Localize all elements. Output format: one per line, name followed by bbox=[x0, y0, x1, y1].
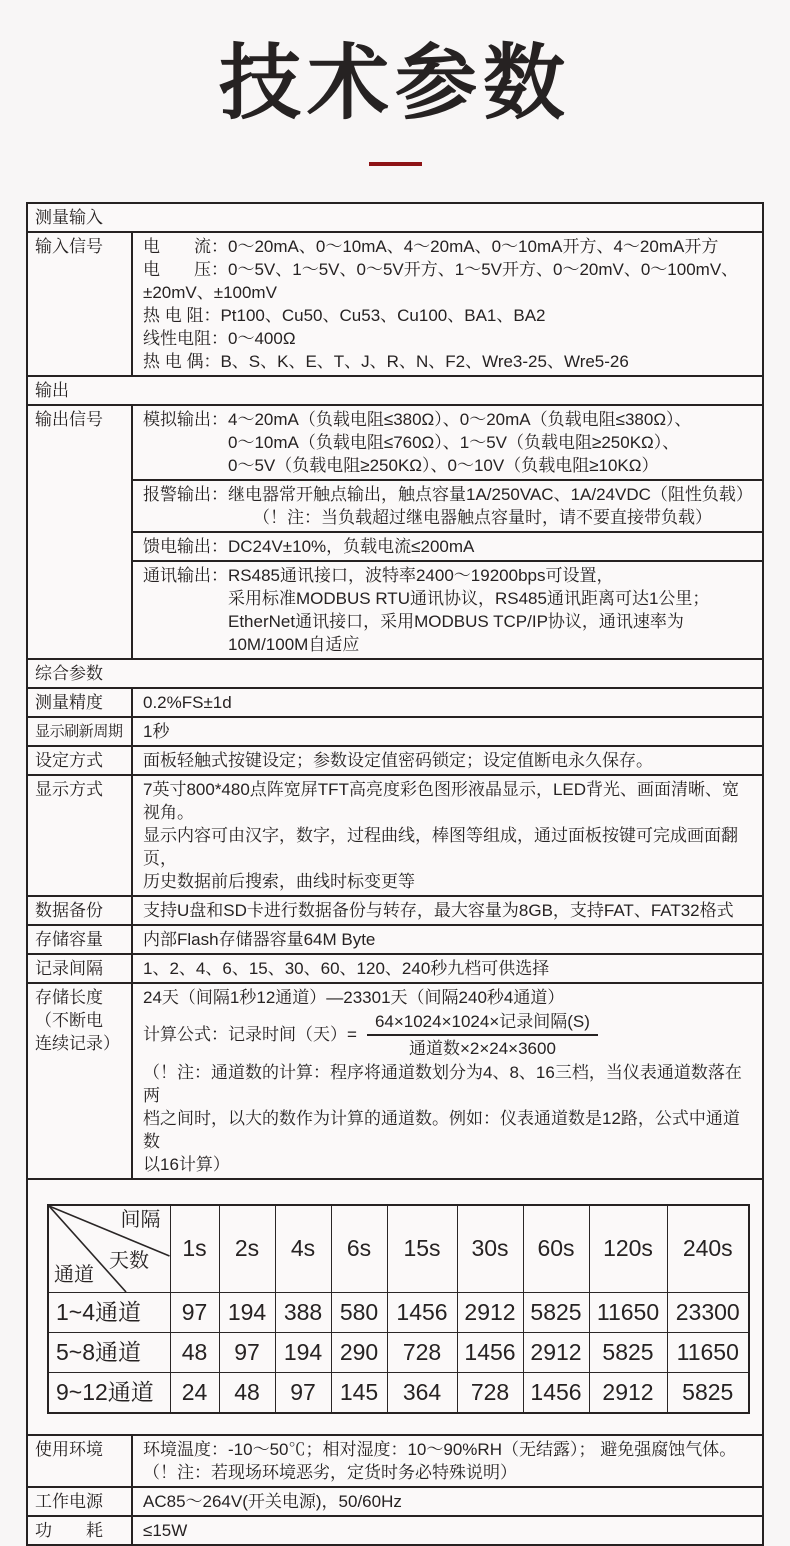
days-value: 11650 bbox=[667, 1332, 749, 1372]
spec-line: （！注：当负载超过继电器触点容量时，请不要直接带负载） bbox=[253, 507, 712, 527]
days-value: 23300 bbox=[667, 1292, 749, 1332]
corner-label-interval: 间隔 bbox=[120, 1208, 161, 1231]
spec-line: 0～5V（负载电阻≥250KΩ）、0～10V（负载电阻≥10KΩ） bbox=[228, 455, 659, 475]
spec-line: 采用标准MODBUS RTU通讯协议，RS485通讯距离可达1公里； bbox=[228, 588, 710, 608]
table-row bbox=[48, 1372, 749, 1413]
row-label: 输入信号 bbox=[28, 233, 133, 375]
row-label: 使用环境 bbox=[28, 1436, 133, 1486]
days-value: 364 bbox=[387, 1372, 457, 1413]
spec-line: 以16计算） bbox=[143, 1154, 230, 1174]
spec-line: 热 电 偶：B、S、K、E、T、J、R、N、F2、Wre3-25、Wre5-26 bbox=[143, 351, 629, 371]
spec-line: 档之间时，以大的数作为计算的通道数。例如：仪表通道数是12路，公式中通道数 bbox=[143, 1108, 740, 1151]
spec-line: EtherNet通讯接口，采用MODBUS TCP/IP协议，通讯速率为10M/100M自适应 bbox=[228, 611, 684, 654]
row-value: 面板轻触式按键设定；参数设定值密码锁定；设定值断电永久保存。 bbox=[143, 750, 653, 770]
interval-table-wrap bbox=[28, 1180, 762, 1434]
spec-table bbox=[26, 202, 764, 1546]
days-value: 97 bbox=[170, 1292, 219, 1332]
row-label: 显示刷新周期 bbox=[28, 718, 133, 745]
interval-header: 6s bbox=[331, 1205, 387, 1293]
row-value: 0.2%FS±1d bbox=[143, 692, 232, 712]
row-label: 设定方式 bbox=[28, 747, 133, 774]
days-value: 48 bbox=[219, 1372, 275, 1413]
row-value bbox=[133, 1436, 762, 1486]
table-row bbox=[48, 1292, 749, 1332]
row-data-backup bbox=[28, 897, 762, 926]
interval-header: 30s bbox=[457, 1205, 523, 1293]
spec-line: 报警输出：继电器常开触点输出，触点容量1A/250VAC、1A/24VDC（阻性负载） bbox=[143, 484, 753, 504]
analog-output-block bbox=[133, 406, 762, 479]
row-value: 1秒 bbox=[143, 721, 170, 741]
spec-line: 热 电 阻：Pt100、Cu50、Cu53、Cu100、BA1、BA2 bbox=[143, 305, 546, 325]
corner-label-days: 天数 bbox=[109, 1249, 149, 1272]
row-input-signal bbox=[28, 233, 762, 377]
page-title: 技术参数 bbox=[218, 38, 571, 129]
interval-header: 240s bbox=[667, 1205, 749, 1293]
days-value: 1456 bbox=[457, 1332, 523, 1372]
interval-header: 2s bbox=[219, 1205, 275, 1293]
days-value: 11650 bbox=[589, 1292, 667, 1332]
interval-header: 1s bbox=[170, 1205, 219, 1293]
days-value: 24 bbox=[170, 1372, 219, 1413]
section-row-general bbox=[28, 660, 762, 689]
row-value: 1、2、4、6、15、30、60、120、240秒九档可供选择 bbox=[143, 958, 550, 978]
row-power-supply bbox=[28, 1488, 762, 1517]
days-value: 97 bbox=[275, 1372, 331, 1413]
spec-line: 通讯输出：RS485通讯接口，波特率2400～19200bps可设置， bbox=[143, 565, 614, 585]
section-title: 综合参数 bbox=[35, 663, 103, 683]
interval-days-table bbox=[47, 1204, 750, 1414]
spec-line: 环境温度：-10～50℃；相对湿度：10～90%RH（无结露）； 避免强腐蚀气体。 bbox=[143, 1439, 737, 1459]
row-power-consumption bbox=[28, 1517, 762, 1544]
spec-line: 线性电阻：0～400Ω bbox=[143, 328, 296, 348]
channel-range-label: 5~8通道 bbox=[48, 1332, 170, 1372]
formula-denominator: 通道数×2×24×3600 bbox=[408, 1038, 556, 1058]
row-value bbox=[133, 984, 762, 1178]
days-value: 2912 bbox=[589, 1372, 667, 1413]
row-refresh-period bbox=[28, 718, 762, 747]
row-display-method bbox=[28, 776, 762, 897]
title-underline-decoration bbox=[369, 162, 422, 166]
days-value: 580 bbox=[331, 1292, 387, 1332]
feed-output-block bbox=[133, 531, 762, 560]
spec-line: 历史数据前后搜索，曲线时标变更等 bbox=[143, 871, 415, 891]
spec-line: 7英寸800*480点阵宽屏TFT高亮度彩色图形液晶显示，LED背光、画面清晰、宽视角。 bbox=[143, 779, 740, 822]
interval-table-body bbox=[48, 1292, 749, 1413]
spec-line: 电 流：0～20mA、0～10mA、4～20mA、0～10mA开方、4～20mA开方 bbox=[143, 236, 719, 256]
interval-header: 60s bbox=[523, 1205, 589, 1293]
row-label: 存储容量 bbox=[28, 926, 133, 953]
label-line: （不断电 bbox=[35, 1010, 103, 1030]
row-value: AC85～264V(开关电源)，50/60Hz bbox=[143, 1491, 402, 1511]
channel-range-label: 9~12通道 bbox=[48, 1372, 170, 1413]
row-environment bbox=[28, 1436, 762, 1488]
row-label bbox=[28, 984, 133, 1178]
row-output-signal bbox=[28, 406, 762, 660]
table-row bbox=[48, 1332, 749, 1372]
row-storage-length bbox=[28, 984, 762, 1180]
days-value: 728 bbox=[387, 1332, 457, 1372]
row-value: 支持U盘和SD卡进行数据备份与转存，最大容量为8GB，支持FAT、FAT32格式 bbox=[143, 900, 734, 920]
row-value bbox=[133, 406, 762, 658]
row-label: 测量精度 bbox=[28, 689, 133, 716]
days-value: 5825 bbox=[667, 1372, 749, 1413]
spec-line: 24天（间隔1秒12通道）—23301天（间隔240秒4通道） bbox=[143, 987, 565, 1007]
interval-header: 120s bbox=[589, 1205, 667, 1293]
row-setting-method bbox=[28, 747, 762, 776]
row-label: 输出信号 bbox=[28, 406, 133, 658]
days-value: 194 bbox=[219, 1292, 275, 1332]
interval-header: 4s bbox=[275, 1205, 331, 1293]
row-label: 显示方式 bbox=[28, 776, 133, 895]
corner-label-channel: 通道 bbox=[54, 1263, 94, 1286]
row-accuracy bbox=[28, 689, 762, 718]
interval-header-row bbox=[48, 1205, 749, 1293]
row-value bbox=[133, 776, 762, 895]
row-interval-matrix bbox=[28, 1180, 762, 1436]
section-row-measure-input bbox=[28, 204, 762, 233]
days-value: 388 bbox=[275, 1292, 331, 1332]
row-record-interval bbox=[28, 955, 762, 984]
days-value: 5825 bbox=[523, 1292, 589, 1332]
days-value: 97 bbox=[219, 1332, 275, 1372]
section-row-output bbox=[28, 377, 762, 406]
section-title: 测量输入 bbox=[35, 207, 103, 227]
row-value: 内部Flash存储器容量64M Byte bbox=[143, 929, 376, 949]
days-value: 1456 bbox=[523, 1372, 589, 1413]
formula bbox=[143, 1010, 756, 1060]
spec-line: 馈电输出：DC24V±10%，负载电流≤200mA bbox=[143, 536, 475, 556]
days-value: 1456 bbox=[387, 1292, 457, 1332]
spec-line: 0～10mA（负载电阻≤760Ω）、1～5V（负载电阻≥250KΩ）、 bbox=[228, 432, 680, 452]
days-value: 48 bbox=[170, 1332, 219, 1372]
days-value: 145 bbox=[331, 1372, 387, 1413]
alarm-output-block bbox=[133, 479, 762, 531]
spec-line: （！注：通道数的计算：程序将通道数划分为4、8、16三档，当仪表通道数落在两 bbox=[143, 1062, 742, 1105]
row-label: 记录间隔 bbox=[28, 955, 133, 982]
formula-fraction bbox=[367, 1010, 598, 1060]
days-value: 5825 bbox=[589, 1332, 667, 1372]
days-value: 728 bbox=[457, 1372, 523, 1413]
comm-output-block bbox=[133, 560, 762, 658]
row-label: 功 耗 bbox=[28, 1517, 133, 1544]
row-storage-capacity bbox=[28, 926, 762, 955]
formula-numerator: 64×1024×1024×记录间隔(S) bbox=[367, 1010, 598, 1036]
spec-line: 电 压：0～5V、1～5V、0～5V开方、1～5V开方、0～20mV、0～100mV、 bbox=[143, 259, 739, 279]
days-value: 194 bbox=[275, 1332, 331, 1372]
days-value: 2912 bbox=[457, 1292, 523, 1332]
label-line: 连续记录） bbox=[35, 1033, 120, 1053]
spec-line: 显示内容可由汉字，数字，过程曲线，棒图等组成，通过面板按键可完成画面翻页， bbox=[143, 825, 738, 868]
row-label: 工作电源 bbox=[28, 1488, 133, 1515]
spec-line: 模拟输出：4～20mA（负载电阻≤380Ω）、0～20mA（负载电阻≤380Ω）、 bbox=[143, 409, 692, 429]
row-value bbox=[133, 233, 762, 375]
formula-prefix: 计算公式：记录时间（天）= bbox=[143, 1025, 357, 1045]
row-value: ≤15W bbox=[143, 1520, 188, 1540]
section-title: 输出 bbox=[35, 380, 69, 400]
days-value: 2912 bbox=[523, 1332, 589, 1372]
spec-line: ±20mV、±100mV bbox=[143, 282, 277, 302]
spec-line: （！注：若现场环境恶劣，定货时务必特殊说明） bbox=[143, 1462, 517, 1482]
days-value: 290 bbox=[331, 1332, 387, 1372]
interval-header: 15s bbox=[387, 1205, 457, 1293]
diagonal-corner-cell bbox=[48, 1205, 170, 1293]
channel-range-label: 1~4通道 bbox=[48, 1292, 170, 1332]
row-label: 数据备份 bbox=[28, 897, 133, 924]
label-line: 存储长度 bbox=[35, 987, 103, 1007]
